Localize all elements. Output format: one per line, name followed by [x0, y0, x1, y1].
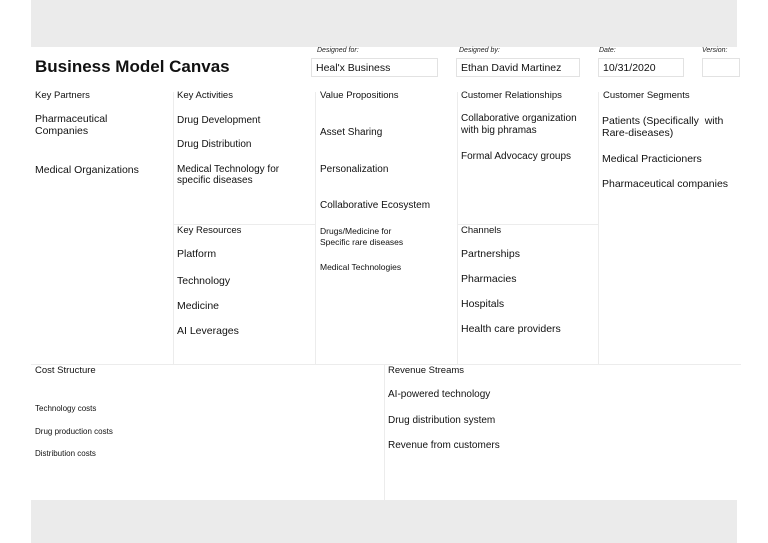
channels-heading: Channels: [461, 225, 502, 236]
cost-item: Drug production costs: [35, 427, 113, 436]
divider: [384, 364, 385, 500]
customer-segment-item: Patients (Specifically with Rare-diseases): [602, 115, 724, 139]
key-activity-item: Drug Distribution: [177, 139, 252, 150]
designed-for-field[interactable]: Heal'x Business: [311, 58, 438, 77]
cost-item: Distribution costs: [35, 449, 96, 458]
revenue-item: Drug distribution system: [388, 415, 496, 426]
cost-structure-heading: Cost Structure: [35, 365, 96, 376]
designed-for-label: Designed for:: [317, 47, 359, 54]
page-title: Business Model Canvas: [35, 57, 230, 76]
key-partner-item: Pharmaceutical Companies: [35, 113, 108, 137]
revenue-item: Revenue from customers: [388, 440, 500, 451]
customer-segments-heading: Customer Segments: [603, 90, 690, 101]
revenue-item: AI-powered technology: [388, 389, 491, 400]
channel-item: Health care providers: [461, 323, 561, 335]
customer-relationships-heading: Customer Relationships: [461, 90, 562, 101]
channel-item: Hospitals: [461, 298, 505, 310]
key-activity-item: Drug Development: [177, 115, 261, 126]
key-resource-item: Platform: [177, 248, 217, 260]
divider: [173, 92, 174, 364]
customer-relationship-item: Collaborative organization with big phramas: [461, 113, 577, 136]
key-partner-item: Medical Organizations: [35, 164, 139, 176]
customer-segment-item: Pharmaceutical companies: [602, 178, 729, 190]
divider: [315, 92, 316, 364]
key-partners-heading: Key Partners: [35, 90, 90, 101]
key-resources-heading: Key Resources: [177, 225, 242, 236]
divider: [31, 364, 741, 365]
revenue-streams-heading: Revenue Streams: [388, 365, 465, 376]
version-label: Version:: [702, 47, 728, 54]
version-field[interactable]: [702, 58, 740, 77]
key-resource-item: AI Leverages: [177, 325, 239, 337]
key-resource-item: Medicine: [177, 300, 220, 312]
customer-relationship-item: Formal Advocacy groups: [461, 151, 572, 162]
key-activities-heading: Key Activities: [177, 90, 233, 101]
key-activity-item: Medical Technology for specific diseases: [177, 164, 280, 186]
customer-segment-item: Medical Practicioners: [602, 153, 702, 165]
key-resource-item: Technology: [177, 275, 231, 287]
value-proposition-item: Medical Technologies: [320, 262, 402, 272]
date-field[interactable]: 10/31/2020: [598, 58, 684, 77]
channel-item: Partnerships: [461, 248, 520, 260]
value-proposition-item: Drugs/Medicine for Specific rare diseases: [320, 226, 404, 247]
value-proposition-item: Asset Sharing: [320, 127, 383, 138]
cost-item: Technology costs: [35, 404, 97, 413]
value-proposition-item: Personalization: [320, 164, 389, 175]
designed-by-label: Designed by:: [459, 47, 500, 54]
divider: [457, 92, 458, 364]
date-label: Date:: [599, 47, 616, 54]
value-proposition-item: Collaborative Ecosystem: [320, 200, 431, 211]
designed-by-field[interactable]: Ethan David Martinez: [456, 58, 580, 77]
value-propositions-heading: Value Propositions: [320, 90, 399, 101]
channel-item: Pharmacies: [461, 273, 517, 285]
divider: [598, 92, 599, 364]
